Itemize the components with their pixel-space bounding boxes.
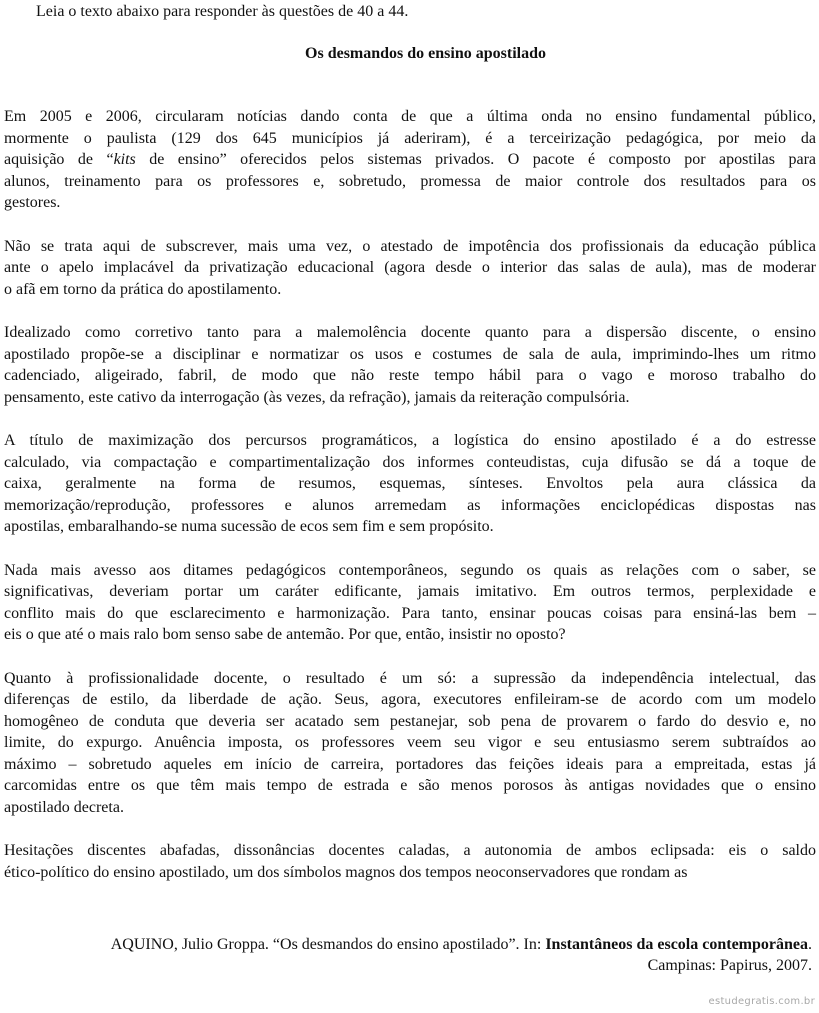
- paragraph-line: A título de maximização dos percursos programáticos, a logística do ensino apostilado é a do estresse: [4, 432, 816, 449]
- paragraph-line: conflito mais do que esclarecimento e harmonização. Para tanto, ensinar poucas coisas para ensiná-las bem –: [4, 604, 816, 622]
- paragraph-line: [4, 149, 816, 171]
- paragraph-line: Em 2005 e 2006, circularam notícias dando conta de que a última onda no ensino fundamental público,: [4, 108, 816, 125]
- paragraph-line: memorização/reprodução, professores e alunos arremedam as informações enciclopédicas dispostas nas: [4, 496, 816, 514]
- paragraph-line: cadenciado, aligeirado, fabril, de modo que não reste tempo hábil para o vago e moroso trabalho do: [4, 367, 816, 384]
- paragraph-line: Nada mais avesso aos ditames pedagógicos contemporâneos, segundo os quais as relações com o saber, se: [4, 561, 816, 579]
- paragraph-line: significativas, deveriam portar um caráter edificante, jamais imitativo. Em outros termos, perplexidade e: [4, 583, 816, 600]
- paragraph-line: caixa, geralmente na forma de resumos, esquemas, sínteses. Envoltos pela aura clássica da: [4, 475, 816, 492]
- paragraph-2: [4, 236, 816, 301]
- italic-term: kits: [113, 151, 136, 168]
- line-segment: aquisição de “: [4, 151, 114, 168]
- paragraph-6: [4, 668, 816, 819]
- citation-line-2: Campinas: Papirus, 2007.: [647, 957, 812, 974]
- paragraph-line: Hesitações discentes abafadas, dissonâncias docentes caladas, a autonomia de ambos eclipsada: eis o saldo: [4, 842, 816, 859]
- paragraph-line: máximo – sobretudo aqueles em início de carreira, portadores das feições ideais para a empreitada, estas já: [4, 755, 816, 773]
- paragraph-line: apostilas, embaralhando-se numa sucessão de ecos sem fim e sem propósito.: [4, 518, 494, 535]
- paragraph-line: gestores.: [4, 194, 61, 211]
- paragraph-line: eis o que até o mais ralo bom senso sabe de antemão. Por que, então, insistir no oposto?: [4, 626, 566, 643]
- paragraph-line: apostilado propõe-se a disciplinar e normatizar os usos e costumes de sala de aula, imprimindo-lhes um ritmo: [4, 345, 816, 363]
- line-segment: de ensino” oferecidos pelos sistemas privados. O pacote é composto por apostilas para: [135, 151, 817, 168]
- paragraph-line: o afã em torno da prática do apostilamento.: [4, 280, 282, 298]
- citation-prefix: AQUINO, Julio Groppa. “Os desmandos do ensino apostilado”. In:: [110, 936, 546, 953]
- paragraph-line: homogêneo de conduta que deveria ser acatado sem pestanejar, sob pena de provarem o fardo do desvio e, no: [4, 712, 816, 730]
- paragraph-4: [4, 430, 816, 538]
- paragraph-line: Não se trata aqui de subscrever, mais uma vez, o atestado de impotência dos profissionais da educação pública: [4, 237, 816, 255]
- paragraph-line: limite, do expurgo. Anuência imposta, os professores veem seu vigor e seu entusiasmo serem subtraídos ao: [4, 734, 816, 751]
- paragraph-line: ante o apelo implacável da privatização educacional (agora desde o interior das salas de aula), mas de moderar: [4, 259, 816, 276]
- paragraph-line: apostilado decreta.: [4, 798, 124, 816]
- watermark: estudegratis.com.br: [708, 996, 815, 1007]
- paragraph-7: [4, 840, 816, 883]
- paragraph-line: pensamento, este cativo da interrogação (às vezes, da refração), jamais da reiteração compulsória.: [4, 388, 630, 406]
- citation-line-1: [111, 934, 812, 955]
- paragraph-line: carcomidas entre os que têm mais tempo de estrada e são menos porosos às antigas novidades que o ensino: [4, 777, 816, 794]
- text-title: Os desmandos do ensino apostilado: [305, 45, 546, 62]
- paragraph-line: alunos, treinamento para os professores e, sobretudo, promessa de maior controle dos resultados para os: [4, 172, 816, 190]
- text-body: [4, 106, 816, 905]
- instruction-text: Leia o texto abaixo para responder às questões de 40 a 44.: [36, 3, 409, 20]
- paragraph-line: calculado, via compactação e compartimentalização dos informes conteudistas, cuja difusão se dá a toque de: [4, 453, 816, 471]
- paragraph-line: mormente o paulista (129 dos 645 municípios já aderiram), é a terceirização pedagógica, por meio da: [4, 129, 816, 147]
- citation-book-title: Instantâneos da escola contemporânea: [545, 936, 808, 953]
- citation: [111, 934, 812, 976]
- citation-suffix: .: [808, 936, 812, 953]
- paragraph-line: Idealizado como corretivo tanto para a malemolência docente quanto para a dispersão discente, o ensino: [4, 324, 816, 341]
- paragraph-5: [4, 560, 816, 646]
- paragraph-3: [4, 322, 816, 408]
- paragraph-line: diferenças de estilo, da liberdade de ação. Seus, agora, executores enfileiram-se de acordo com um modelo: [4, 691, 816, 708]
- paragraph-line: ético-político do ensino apostilado, um dos símbolos magnos dos tempos neoconservadores que rondam as: [4, 863, 688, 881]
- paragraph-1: [4, 106, 816, 214]
- paragraph-line: Quanto à profissionalidade docente, o resultado é um só: a supressão da independência intelectual, das: [4, 669, 816, 687]
